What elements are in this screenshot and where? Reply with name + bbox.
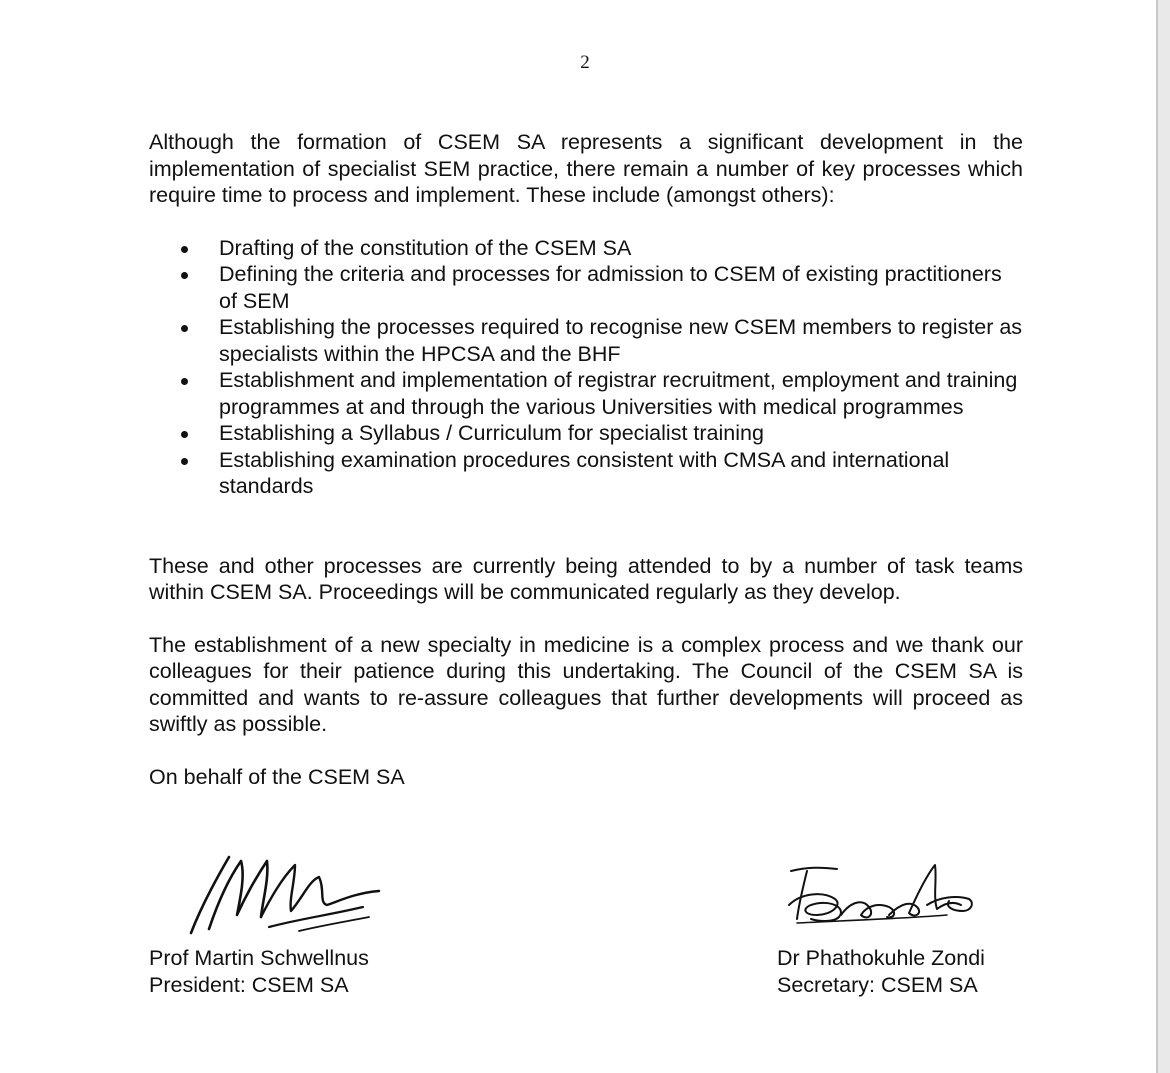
president-signature-block <box>149 845 409 997</box>
list-item: Establishment and implementation of registrar recruitment, employment and training programmes at and through the various Universities with medical programmes <box>149 367 1023 420</box>
bullet-icon <box>181 431 188 438</box>
bullet-icon <box>181 272 188 279</box>
secretary-title: Secretary: CSEM SA <box>777 972 978 997</box>
list-item: Establishing examination procedures consistent with CMSA and international standards <box>149 447 1023 500</box>
bullet-icon <box>181 378 188 385</box>
list-item: Defining the criteria and processes for admission to CSEM of existing practitioners of SEM <box>149 261 1023 314</box>
intro-paragraph: Although the formation of CSEM SA represents a significant development in the implementation of specialist SEM practice, there remain a number of key processes which require time to process and implement. These include (amongst others): <box>149 130 1023 207</box>
process-list <box>149 235 1023 500</box>
closing-paragraph: The establishment of a new specialty in medicine is a complex process and we thank our colleagues for their patience during this undertaking. The Council of the CSEM SA is committed and wants to re-assure colleagues that further developments will proceed as swiftly as possible. <box>149 632 1023 736</box>
letter-body <box>149 129 1023 790</box>
progress-paragraph: These and other processes are currently being attended to by a number of task teams within CSEM SA. Proceedings will be communicated regularly as they develop. <box>149 553 1023 604</box>
secretary-signature-icon <box>777 845 997 945</box>
bullet-icon <box>181 246 188 253</box>
secretary-signature-block <box>777 845 997 997</box>
list-item: Establishing the processes required to recognise new CSEM members to register as specialists within the HPCSA and the BHF <box>149 314 1023 367</box>
list-item: Establishing a Syllabus / Curriculum for specialist training <box>149 420 1023 447</box>
bullet-icon <box>181 458 188 465</box>
president-title: President: CSEM SA <box>149 972 349 997</box>
closing-line: On behalf of the CSEM SA <box>149 764 405 789</box>
list-item: Drafting of the constitution of the CSEM SA <box>149 235 1023 262</box>
president-name: Prof Martin Schwellnus <box>149 946 369 970</box>
president-name-block <box>149 945 369 998</box>
secretary-name: Dr Phathokuhle Zondi <box>777 946 985 970</box>
bullet-icon <box>181 325 188 332</box>
signature-section <box>149 845 1023 1005</box>
president-signature-icon <box>149 845 409 945</box>
secretary-name-block <box>777 945 985 998</box>
page-number: 2 <box>580 52 590 73</box>
